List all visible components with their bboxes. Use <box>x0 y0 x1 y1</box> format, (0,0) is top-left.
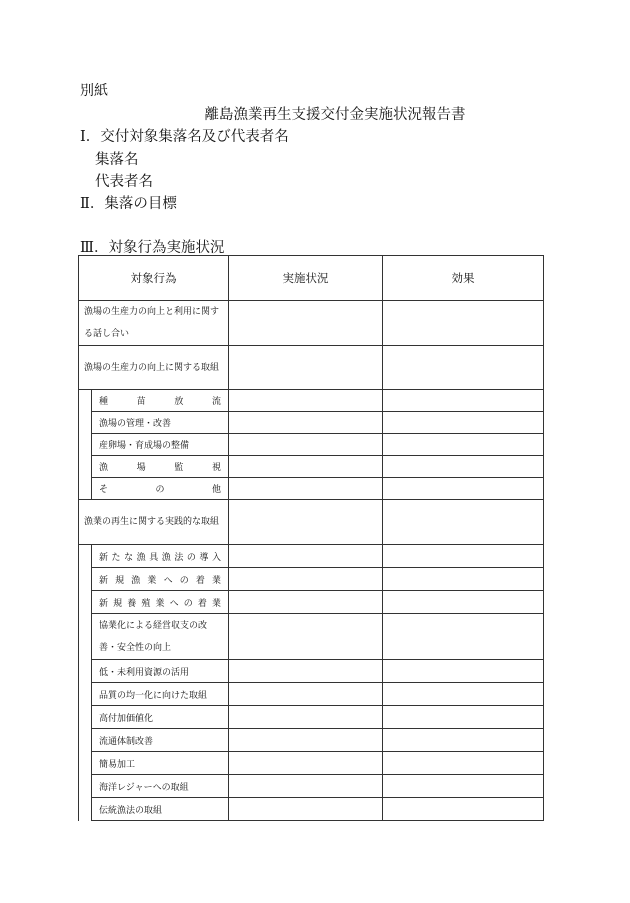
table-row <box>79 752 544 775</box>
effect-cell[interactable] <box>383 706 544 729</box>
row-label: 品質の均一化に向けた取組 <box>92 683 229 706</box>
row-label: 伝統漁法の取組 <box>92 798 229 821</box>
status-cell[interactable] <box>229 434 383 456</box>
row-label: 新規養殖業への着業 <box>92 591 229 614</box>
table-row <box>79 568 544 591</box>
effect-cell[interactable] <box>383 660 544 683</box>
section2-heading: Ⅱ．集落の目標 <box>80 196 177 212</box>
effect-cell[interactable] <box>383 456 544 478</box>
row-label: 新規漁業への着業 <box>92 568 229 591</box>
table-row <box>79 729 544 752</box>
effect-cell[interactable] <box>383 729 544 752</box>
table-row <box>79 412 544 434</box>
row-label: 高付加価値化 <box>92 706 229 729</box>
table-row <box>79 390 544 412</box>
implementation-status-table <box>78 255 544 821</box>
effect-cell[interactable] <box>383 614 544 660</box>
effect-cell[interactable] <box>383 545 544 568</box>
row-label: 漁場の生産力の向上に関する取組 <box>79 346 229 390</box>
effect-cell[interactable] <box>383 775 544 798</box>
row-label: 産卵場・育成場の整備 <box>92 434 229 456</box>
table-row <box>79 545 544 568</box>
effect-cell[interactable] <box>383 568 544 591</box>
row-label: 種苗放流 <box>92 390 229 412</box>
table-row <box>79 614 544 660</box>
status-cell[interactable] <box>229 568 383 591</box>
table-row <box>79 706 544 729</box>
status-cell[interactable] <box>229 798 383 821</box>
effect-cell[interactable] <box>383 683 544 706</box>
status-cell[interactable] <box>229 775 383 798</box>
effect-cell[interactable] <box>383 752 544 775</box>
row-label: 漁場の管理・改善 <box>92 412 229 434</box>
table-header-row <box>79 256 544 301</box>
row-label: 流通体制改善 <box>92 729 229 752</box>
table-row <box>79 500 544 545</box>
attachment-label: 別紙 <box>80 83 108 99</box>
row-label: 漁場の生産力の向上と利用に関する話し合い <box>79 301 229 346</box>
status-cell[interactable] <box>229 545 383 568</box>
table-row <box>79 798 544 821</box>
row-label: 簡易加工 <box>92 752 229 775</box>
section1-heading: Ⅰ．交付対象集落名及び代表者名 <box>80 129 289 145</box>
status-cell[interactable] <box>229 500 383 545</box>
effect-cell[interactable] <box>383 500 544 545</box>
status-cell[interactable] <box>229 706 383 729</box>
effect-cell[interactable] <box>383 390 544 412</box>
table-row <box>79 660 544 683</box>
header-implementation-status: 実施状況 <box>229 256 383 301</box>
effect-cell[interactable] <box>383 591 544 614</box>
table-row <box>79 775 544 798</box>
table-row <box>79 301 544 346</box>
effect-cell[interactable] <box>383 346 544 390</box>
status-cell[interactable] <box>229 660 383 683</box>
status-cell[interactable] <box>229 390 383 412</box>
section3-heading: Ⅲ．対象行為実施状況 <box>80 240 225 256</box>
row-label: 海洋レジャーへの取組 <box>92 775 229 798</box>
header-effect: 効果 <box>383 256 544 301</box>
effect-cell[interactable] <box>383 301 544 346</box>
header-target-activity: 対象行為 <box>79 256 229 301</box>
table-row <box>79 683 544 706</box>
status-cell[interactable] <box>229 591 383 614</box>
indent-cell <box>79 545 92 821</box>
table-row <box>79 456 544 478</box>
status-cell[interactable] <box>229 614 383 660</box>
status-cell[interactable] <box>229 478 383 500</box>
table-row <box>79 591 544 614</box>
representative-name-label: 代表者名 <box>95 174 153 190</box>
effect-cell[interactable] <box>383 478 544 500</box>
effect-cell[interactable] <box>383 412 544 434</box>
status-cell[interactable] <box>229 456 383 478</box>
row-label: 新たな漁具漁法の導入 <box>92 545 229 568</box>
status-cell[interactable] <box>229 301 383 346</box>
row-label: 漁場監視 <box>92 456 229 478</box>
effect-cell[interactable] <box>383 434 544 456</box>
row-label: 協業化による経営収支の改善・安全性の向上 <box>92 614 229 660</box>
table-row <box>79 346 544 390</box>
status-cell[interactable] <box>229 346 383 390</box>
status-cell[interactable] <box>229 412 383 434</box>
status-cell[interactable] <box>229 729 383 752</box>
indent-cell <box>79 390 92 500</box>
row-label: 漁業の再生に関する実践的な取組 <box>79 500 229 545</box>
status-cell[interactable] <box>229 752 383 775</box>
effect-cell[interactable] <box>383 798 544 821</box>
table-row <box>79 478 544 500</box>
table-row <box>79 434 544 456</box>
row-label: その他 <box>92 478 229 500</box>
row-label: 低・未利用資源の活用 <box>92 660 229 683</box>
village-name-label: 集落名 <box>95 152 139 168</box>
document-title: 離島漁業再生支援交付金実施状況報告書 <box>204 107 466 123</box>
status-cell[interactable] <box>229 683 383 706</box>
